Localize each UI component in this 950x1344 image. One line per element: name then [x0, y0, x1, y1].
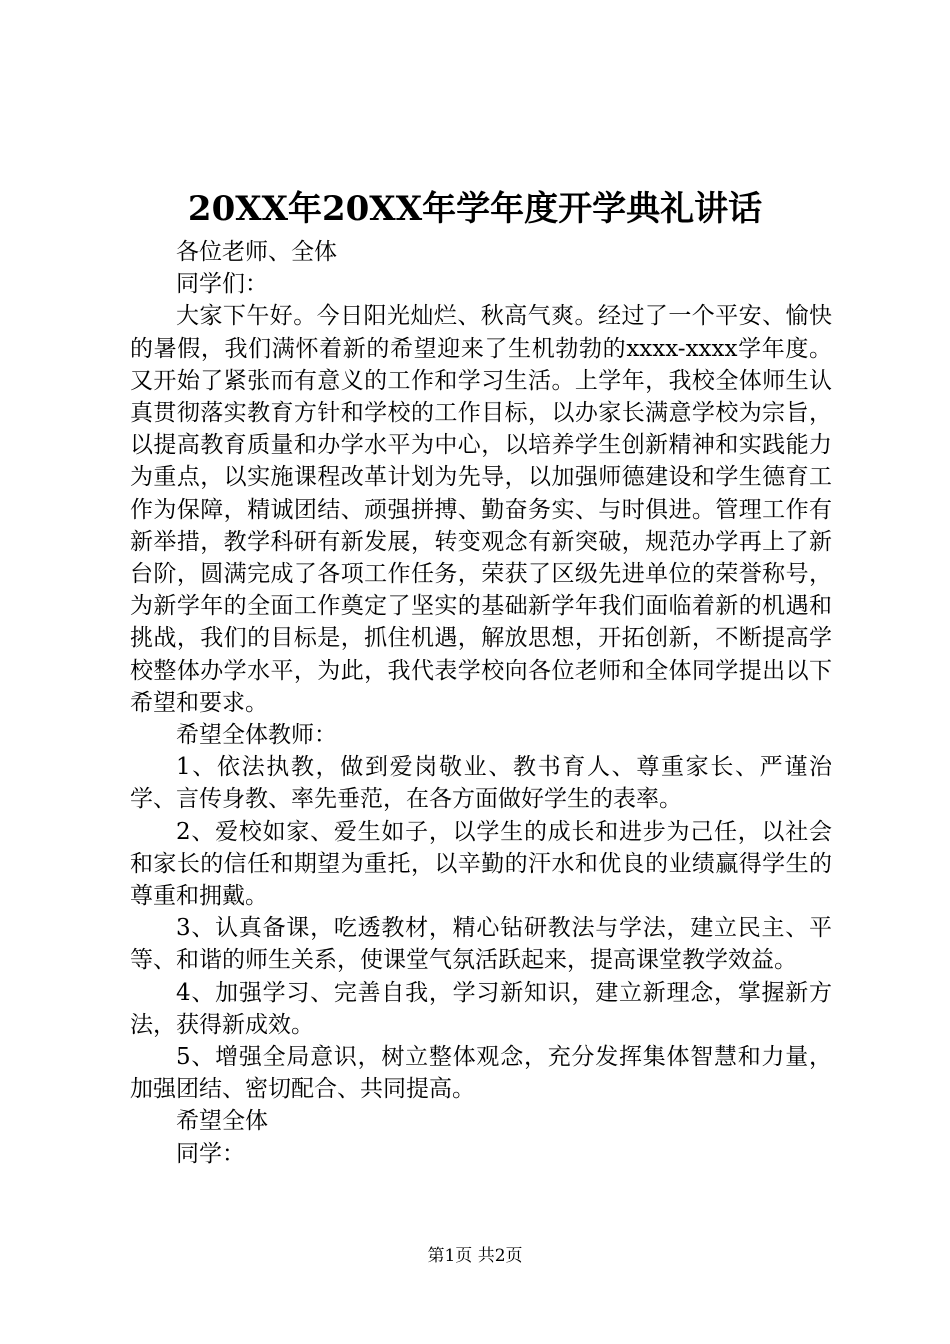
list-item-5: 5、增强全局意识，树立整体观念，充分发挥集体智慧和力量，加强团结、密切配合、共同提高。: [130, 1044, 832, 1103]
list-item-3: 3、认真备课，吃透教材，精心钻研教法与学法，建立民主、平等、和谐的师生关系，使课堂气氛活跃起来，提高课堂教学效益。: [130, 915, 832, 974]
document-body: [130, 236, 832, 1170]
heading-students-line-2: 同学：: [176, 1140, 245, 1167]
heading-teachers: 希望全体教师：: [176, 722, 337, 749]
page-number: 第1页 共2页: [427, 1246, 523, 1266]
paragraph-opening: 大家下午好。今日阳光灿烂、秋高气爽。经过了一个平安、愉快的暑假，我们满怀着新的希望迎来了生机勃勃的xxxx-xxxx学年度。又开始了紧张而有意义的工作和学习生活。上学年，我校全体师生认真贯彻落实教育方针和学校的工作目标，以办家长满意学校为宗旨，以提高教育质量和办学水平为中心，以培养学生创新精神和实践能力为重点，以实施课程改革计划为先导，以加强师德建设和学生德育工作为保障，精诚团结、顽强拼搏、勤奋务实、与时俱进。管理工作有新举措，教学科研有新发展，转变观念有新突破，规范办学再上了新台阶，圆满完成了各项工作任务，荣获了区级先进单位的荣誉称号，为新学年的全面工作奠定了坚实的基础新学年我们面临着新的机遇和挑战，我们的目标是，抓住机遇，解放思想，开拓创新，不断提高学校整体办学水平，为此，我代表学校向各位老师和全体同学提出以下希望和要求。: [130, 303, 832, 716]
heading-students-line-1: 希望全体: [176, 1108, 268, 1135]
salutation-line-1: 各位老师、全体: [176, 239, 337, 265]
salutation-line-2: 同学们：: [176, 271, 268, 298]
list-item-4: 4、加强学习、完善自我，学习新知识，建立新理念，掌握新方法，获得新成效。: [130, 979, 832, 1038]
list-item-2: 2、爱校如家、爱生如子，以学生的成长和进步为己任，以社会和家长的信任和期望为重托，以辛勤的汗水和优良的业绩赢得学生的尊重和拥戴。: [130, 818, 832, 910]
document-title: 20XX年20XX年学年度开学典礼讲话: [187, 189, 763, 229]
list-item-1: 1、依法执教，做到爱岗敬业、教书育人、尊重家长、严谨治学、言传身教、率先垂范，在各方面做好学生的表率。: [130, 754, 832, 813]
